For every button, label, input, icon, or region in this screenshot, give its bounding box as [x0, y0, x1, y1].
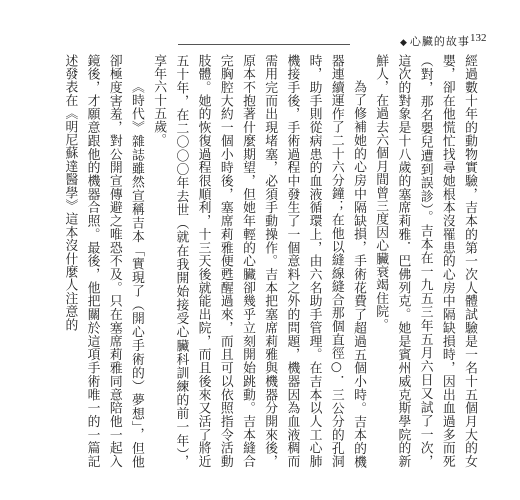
paragraph-2: 為了修補她的心房中隔缺損，手術花費了超過五個小時。吉本的機器連續運作了二十六分鐘；在他以縫線縫合那個直徑○．三公分的孔洞時，助手則從病患的血液循環上，由六名助手管理。在吉本以人工心肺機接手後，手術過程中發生了一個意料之外的問題，機器因為血液稠而需用完而出現堵塞，必須手動操作。吉本把塞席莉雅與機器分開來後，原本不抱著什麼期望，但她年輕的心臟卻幾乎立刻開始跳動。吉本縫合完胸腔大約一個小時後，塞席莉雅便甦醒過來，而且可以依照指令活動肢體。她的恢復過程很順利，十三天後就能出院，而且後來又活了將近五十年，在二〇〇〇年去世（就在我開始接受心臟科訓練的前一年），享年六十五歲。: [151, 54, 366, 468]
header-rule: [178, 44, 350, 45]
paragraph-1: 經過數十年的動物實驗，吉本的第一次人體試驗是一名十五個月大的女嬰，卻在他慌忙找尋她根本沒罹患的心房中隔缺損時，因出血過多而死（對，那名嬰兒遭到誤診）。吉本在一九五三年五月六日又試了一次，這次的對象是十八歲的塞席莉雅．巴佛列克。她是賓州威克斯學院的新鮮人，在過去六個月間曾三度因心臟衰竭住院。: [373, 54, 477, 468]
paragraph-3: 《時代》雜誌雖然宣稱吉本「實現了（開心手術的）夢想」，但他卻極度害羞，對公開宣傳避之唯恐不及。只在塞席莉雅同意陪他一起入鏡後，才願意跟他的機器合照。最後，他把關於這項手術唯一的一篇記述發表在《明尼蘇達醫學》這本沒什麼人注意的: [62, 54, 144, 468]
running-head-title: 心臟的故事: [409, 35, 470, 48]
running-head: [400, 33, 470, 49]
body-text: [34, 54, 480, 468]
page-number: 132: [470, 32, 487, 44]
running-head-bullet: ◆: [400, 38, 408, 48]
